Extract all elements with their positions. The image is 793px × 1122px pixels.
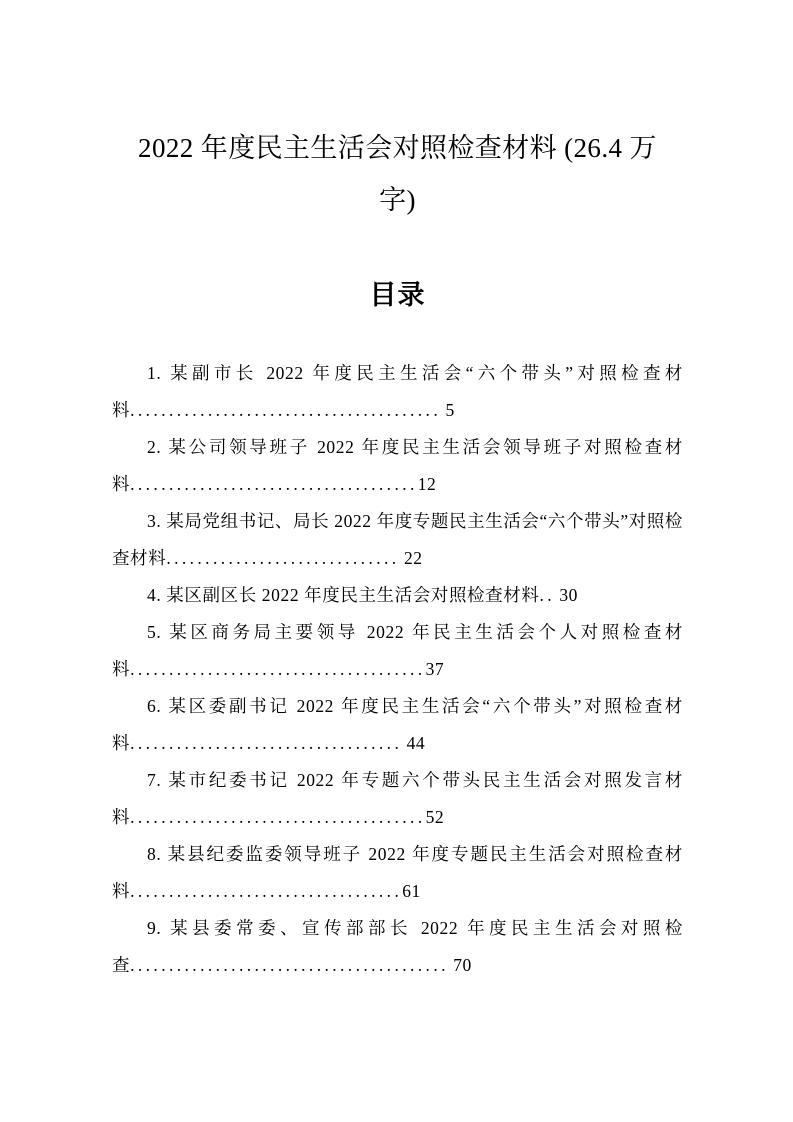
toc-page-number: 30 — [559, 585, 578, 605]
toc-entry-title: 1. 某副市长 2022 年度民主生活会“六个带头”对照检查材料 — [112, 363, 683, 420]
toc-entry[interactable] — [112, 762, 683, 836]
toc-entry[interactable] — [112, 688, 683, 762]
page-title — [112, 122, 683, 226]
toc-entry-title: 6. 某区委副书记 2022 年度民主生活会“六个带头”对照检查材料 — [112, 696, 683, 753]
toc-leader: .............................. — [166, 548, 400, 568]
toc-page-number: 12 — [417, 474, 437, 494]
toc-list — [112, 355, 683, 984]
toc-entry[interactable] — [112, 503, 683, 577]
toc-entry-title: 3. 某局党组书记、局长 2022 年度专题民主生活会“六个带头”对照检查材料 — [112, 511, 683, 568]
toc-page-number: 70 — [453, 955, 472, 975]
toc-entry-title: 8. 某县纪委监委领导班子 2022 年度专题民主生活会对照检查材料 — [112, 844, 683, 901]
toc-page-number: 37 — [425, 659, 445, 679]
page-title-line-2: 字) — [379, 185, 416, 215]
toc-leader: ...................................... — [130, 807, 426, 827]
toc-leader: .. — [539, 585, 556, 605]
toc-leader: ................................... — [130, 733, 403, 753]
toc-entry-title: 2. 某公司领导班子 2022 年度民主生活会领导班子对照检查材料 — [112, 437, 683, 494]
toc-page-number: 5 — [445, 400, 455, 420]
toc-page-number: 52 — [425, 807, 445, 827]
toc-entry[interactable] — [112, 614, 683, 688]
toc-entry[interactable] — [112, 577, 683, 614]
toc-entry[interactable] — [112, 429, 683, 503]
toc-entry-title: 4. 某区副区长 2022 年度民主生活会对照检查材料 — [147, 585, 540, 605]
toc-page-number: 44 — [406, 733, 426, 753]
toc-entry[interactable] — [112, 836, 683, 910]
toc-entry-title: 9. 某县委常委、宣传部部长 2022 年度民主生活会对照检查 — [112, 918, 683, 975]
toc-leader: ................................... — [130, 881, 403, 901]
toc-entry-title: 7. 某市纪委书记 2022 年专题六个带头民主生活会对照发言材料 — [112, 770, 683, 827]
toc-entry[interactable] — [112, 910, 683, 984]
toc-heading: 目录 — [369, 280, 426, 310]
toc-entry-title: 5. 某区商务局主要领导 2022 年民主生活会个人对照检查材料 — [112, 622, 683, 679]
toc-leader: ...................................... — [130, 659, 426, 679]
toc-page-number: 22 — [403, 548, 423, 568]
page-title-line-1: 2022 年度民主生活会对照检查材料 (26.4 万 — [138, 133, 657, 163]
toc-entry[interactable] — [112, 355, 683, 429]
toc-leader: ..................................... — [130, 474, 418, 494]
toc-leader: ......................................... — [130, 955, 449, 975]
toc-page-number: 61 — [402, 881, 421, 901]
toc-leader: ........................................ — [130, 400, 442, 420]
